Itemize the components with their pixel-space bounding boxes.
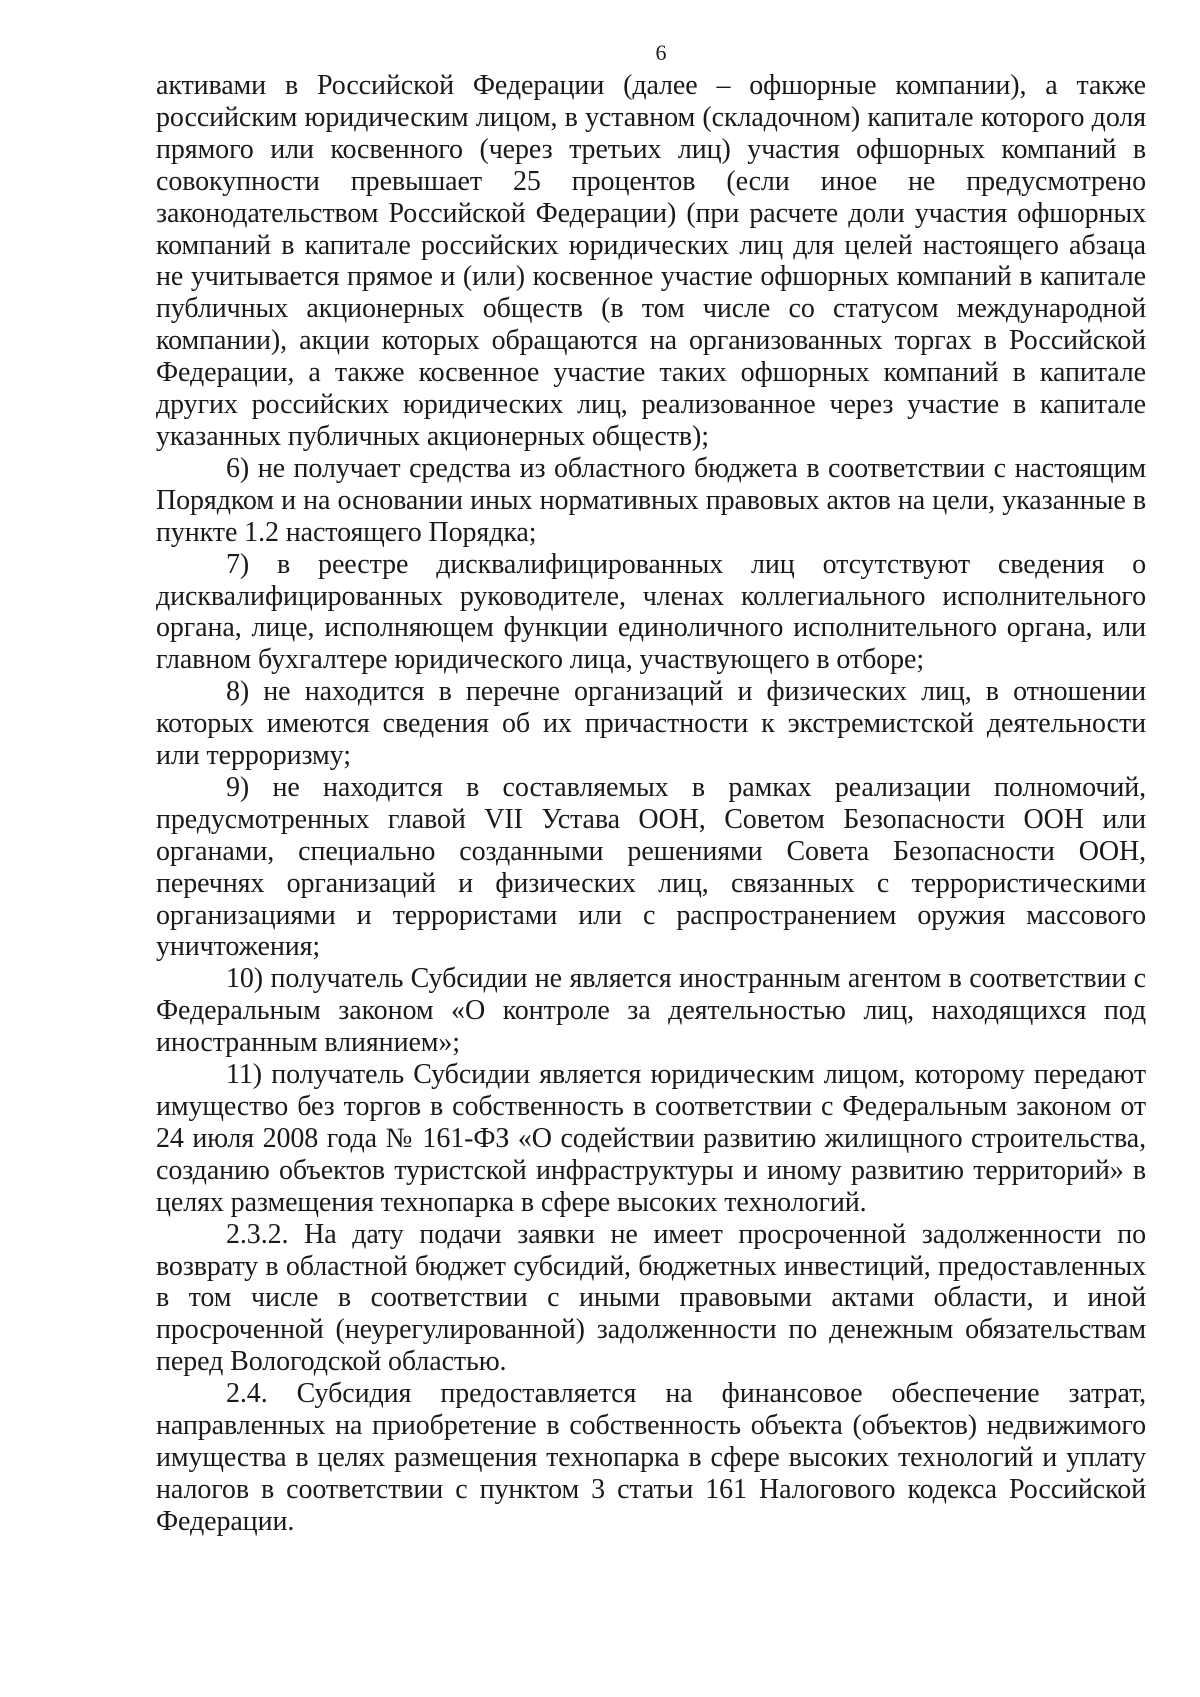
paragraph-2-3-2: 2.3.2. На дату подачи заявки не имеет просроченной задолженности по возврату в областной бюджет субсидий, бюджетных инвестиций, предоставленных в том числе в соответствии с иными правовыми актами области, и иной просроченной (неурегулированной) задолженности по денежным обязательствам перед Вологодской областью. — [156, 1218, 1146, 1378]
paragraph-item-10: 10) получатель Субсидии не является иностранным агентом в соответствии с Федеральным законом «О контроле за деятельностью лиц, находящихся под иностранным влиянием»; — [156, 963, 1146, 1059]
document-body — [156, 70, 1146, 1538]
paragraph-continuation: активами в Российской Федерации (далее – офшорные компании), а также российским юридическим лицом, в уставном (складочном) капитале которого доля прямого или косвенного (через третьих лиц) участия офшорных компаний в совокупности превышает 25 процентов (если иное не предусмотрено законодательством Российской Федерации) (при расчете доли участия офшорных компаний в капитале российских юридических лиц для целей настоящего абзаца не учитывается прямое и (или) косвенное участие офшорных компаний в капитале публичных акционерных обществ (в том числе со статусом международной компании), акции которых обращаются на организованных торгах в Российской Федерации, а также косвенное участие таких офшорных компаний в капитале других российских юридических лиц, реализованное через участие в капитале указанных публичных акционерных обществ); — [156, 70, 1146, 452]
page-number: 6 — [655, 40, 667, 65]
paragraph-item-7: 7) в реестре дисквалифицированных лиц отсутствуют сведения о дисквалифицированных руководителе, членах коллегиального исполнительного органа, лице, исполняющем функции единоличного исполнительного органа, или главном бухгалтере юридического лица, участвующего в отборе; — [156, 548, 1146, 676]
paragraph-item-6: 6) не получает средства из областного бюджета в соответствии с настоящим Порядком и на основании иных нормативных правовых актов на цели, указанные в пункте 1.2 настоящего Порядка; — [156, 452, 1146, 548]
paragraph-item-8: 8) не находится в перечне организаций и физических лиц, в отношении которых имеются сведения об их причастности к экстремистской деятельности или терроризму; — [156, 676, 1146, 772]
paragraph-2-4: 2.4. Субсидия предоставляется на финансовое обеспечение затрат, направленных на приобретение в собственность объекта (объектов) недвижимого имущества в целях размещения технопарка в сфере высоких технологий и уплату налогов в соответствии с пунктом 3 статьи 161 Налогового кодекса Российской Федерации. — [156, 1378, 1146, 1537]
paragraph-item-9: 9) не находится в составляемых в рамках реализации полномочий, предусмотренных главой VII Устава ООН, Советом Безопасности ООН или органами, специально созданными решениями Совета Безопасности ООН, перечнях организаций и физических лиц, связанных с террористическими организациями и террористами или с распространением оружия массового уничтожения; — [156, 771, 1146, 963]
paragraph-item-11: 11) получатель Субсидии является юридическим лицом, которому передают имущество без торгов в собственность в соответствии с Федеральным законом от 24 июля 2008 года № 161-ФЗ «О содействии развитию жилищного строительства, созданию объектов туристской инфраструктуры и иному развитию территорий» в целях размещения технопарка в сфере высоких технологий. — [156, 1059, 1146, 1218]
document-page — [156, 40, 1146, 1538]
